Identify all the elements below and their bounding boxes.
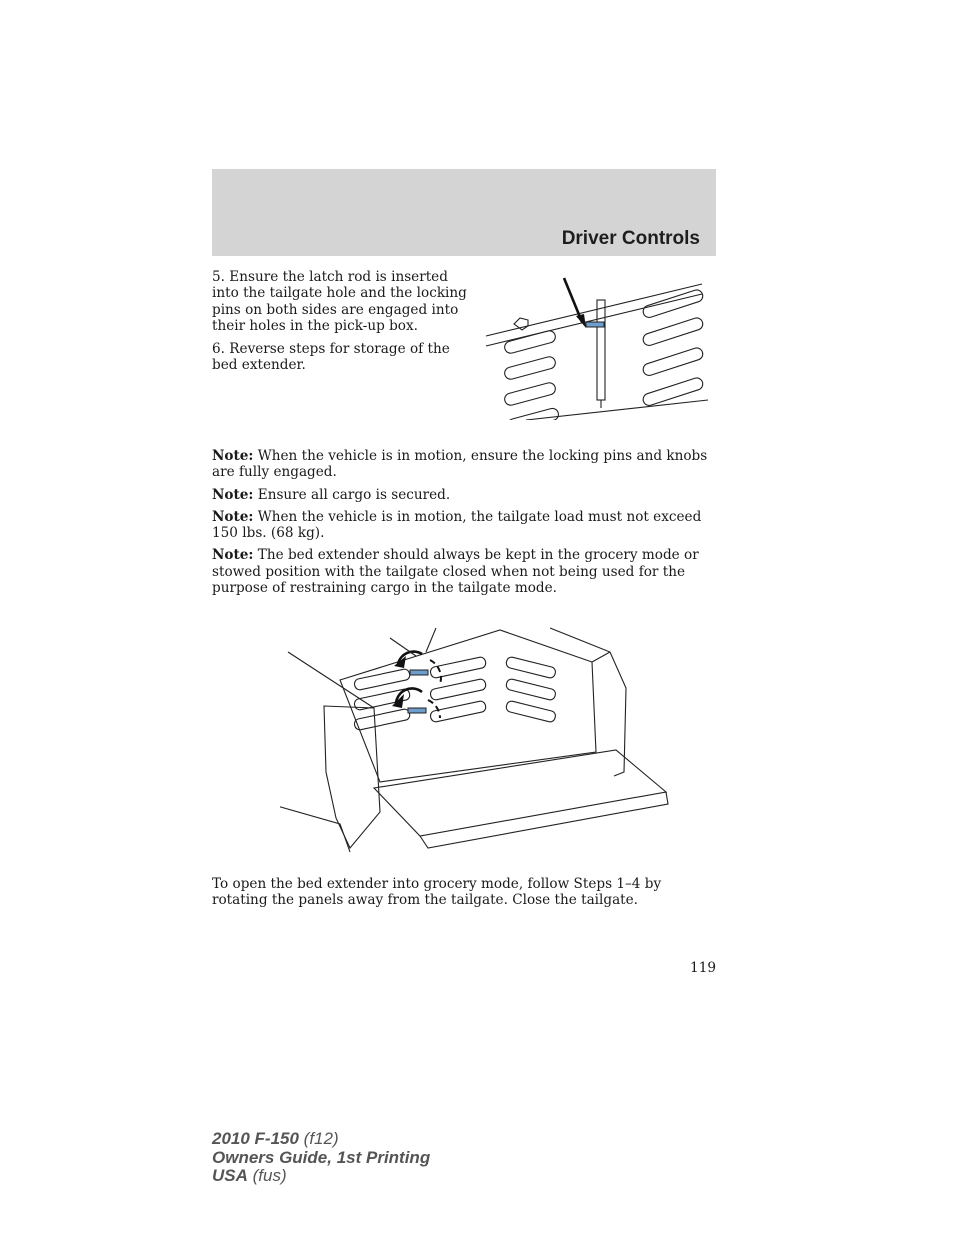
- notes-block: [212, 448, 716, 602]
- page-number: 119: [690, 960, 716, 976]
- step-6: 6. Reverse steps for storage of the bed extender.: [212, 341, 450, 374]
- footer-line-2: Owners Guide, 1st Printing: [212, 1147, 431, 1167]
- footer-line-3: USA (fus): [212, 1166, 287, 1185]
- note-2: Note: Ensure all cargo is secured.: [212, 486, 451, 503]
- lower-pin-indicator: [408, 708, 426, 713]
- upper-pin-indicator: [410, 670, 428, 675]
- truck-bed-extender-illustration: [280, 622, 676, 854]
- closing-paragraph: To open the bed extender into grocery mode, follow Steps 1–4 by rotating the panels away from the tailgate. Close the tailgate.: [212, 876, 662, 909]
- note-3: Note: When the vehicle is in motion, the tailgate load must not exceed 150 lbs. (68 kg).: [212, 508, 702, 542]
- section-title: Driver Controls: [561, 228, 700, 249]
- document-footer: [212, 1130, 430, 1186]
- note-4: Note: The bed extender should always be kept in the grocery mode or stowed position with the tailgate closed when not being used for the purpose of restraining cargo in the tailgate mode.: [212, 547, 699, 597]
- locking-pin-indicator: [586, 322, 604, 327]
- note-1: Note: When the vehicle is in motion, ensure the locking pins and knobs are fully engaged.: [212, 448, 708, 481]
- arrow-icon: [576, 314, 586, 328]
- latch-rod-illustration: [482, 268, 714, 420]
- section-header-band: [212, 169, 716, 256]
- step-5: 5. Ensure the latch rod is inserted into the tailgate hole and the locking pins on both sides are engaged into their holes in the pick-up box.: [212, 269, 467, 334]
- footer-line-1: 2010 F-150 (f12): [212, 1129, 339, 1148]
- steps-column: [212, 269, 474, 381]
